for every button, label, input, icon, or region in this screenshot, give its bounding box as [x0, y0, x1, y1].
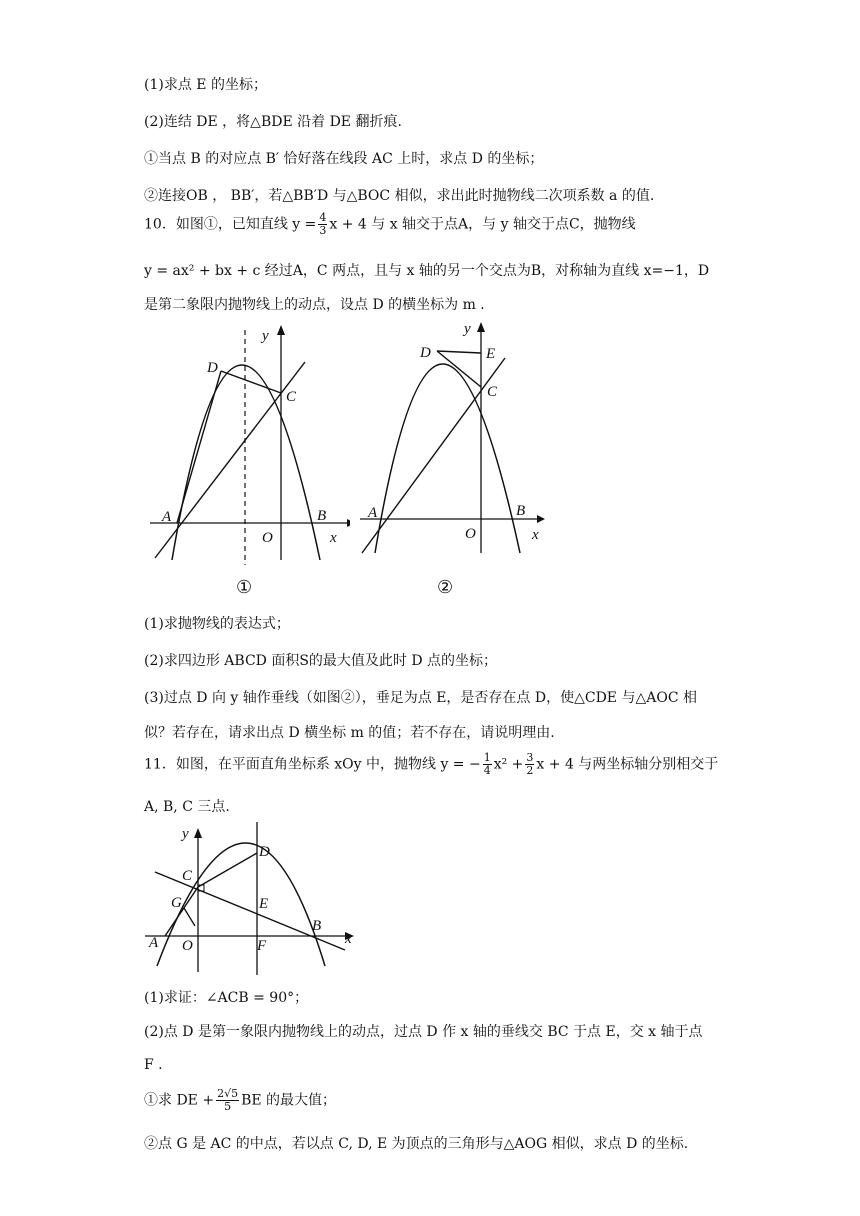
q10-line1-end: x + 4 与 x 轴交于点A，与 y 轴交于点C，抛物线	[329, 216, 636, 233]
q11-line1	[144, 752, 718, 777]
fig1-label-B: B	[317, 508, 327, 524]
fig1-label-x: x	[330, 530, 337, 546]
fig2-label-C: C	[487, 384, 498, 400]
figure-3	[140, 820, 360, 980]
fig2-label-E: E	[486, 346, 496, 362]
fig3-label-E: E	[259, 896, 269, 912]
q11-line1-mid: x² +	[493, 756, 524, 773]
q9-part2: (2)连结 DE ，将△BDE 沿着 DE 翻折痕.	[144, 114, 402, 130]
fig1-label-O: O	[262, 530, 273, 546]
fig2-label-D: D	[420, 345, 431, 361]
fig2-label-O: O	[465, 526, 476, 542]
fig1-label-C: C	[286, 389, 297, 405]
fig3-label-O: O	[182, 938, 193, 954]
fig3-segment-CD	[198, 853, 257, 887]
q10-fraction: $\frac{4}{3}$	[319, 211, 327, 237]
fig3-label-C: C	[182, 868, 193, 884]
fig1-label-y: y	[262, 328, 269, 344]
fig3-y-arrow	[194, 828, 202, 838]
figure-2	[355, 315, 555, 565]
fig2-segment-DC	[437, 351, 481, 387]
fig3-label-B: B	[312, 918, 322, 934]
q11-sub1-end: BE 的最大值；	[241, 1092, 337, 1109]
q9-sub2: ②连接OB ， BB′，若△BB′D 与△BOC 相似，求出此时抛物线二次项系数 a 的值.	[144, 188, 655, 204]
fig1-label-A: A	[162, 509, 172, 525]
q11-part2-a: (2)点 D 是第一象限内抛物线上的动点，过点 D 作 x 轴的垂线交 BC 于点 E，交 x 轴于点	[144, 1024, 703, 1040]
fig3-label-x: x	[345, 931, 352, 947]
q9-part1: (1)求点 E 的坐标；	[144, 77, 267, 93]
fig3-label-y: y	[182, 826, 189, 842]
q10-part3-a: (3)过点 D 向 y 轴作垂线（如图②），垂足为点 E，是否存在点 D，使△CDE 与△AOC 相	[144, 690, 697, 706]
q10-part3-b: 似？若存在，请求出点 D 横坐标 m 的值；若不存在，请说明理由.	[144, 725, 555, 741]
fig2-label-A: A	[368, 505, 378, 521]
figure-1	[150, 318, 350, 568]
q11-part2-b: F .	[144, 1057, 163, 1073]
fig3-label-A: A	[149, 935, 159, 951]
fig1-y-arrow	[277, 325, 285, 335]
fig1-quad-DC	[221, 371, 281, 393]
fig2-parabola	[375, 364, 520, 553]
q10-line1-start: 10．如图①，已知直线 y =	[144, 216, 317, 233]
q11-fraction-2: $\frac{3}{2}$	[526, 751, 534, 777]
q10-line1	[144, 212, 636, 237]
q11-fraction-1: $\frac{1}{4}$	[483, 751, 491, 777]
fig2-caption: ②	[437, 577, 454, 598]
q11-line1-start: 11．如图，在平面直角坐标系 xOy 中，抛物线 y = −	[144, 756, 481, 773]
q11-line1-end: x + 4 与两坐标轴分别相交于	[536, 756, 719, 773]
fig2-label-x: x	[532, 527, 539, 543]
fig2-label-B: B	[516, 503, 526, 519]
q11-sub1-fraction: $\frac{2√5}{5}$	[217, 1087, 239, 1113]
fig3-label-D: D	[259, 844, 270, 860]
fig3-segment-GO	[184, 908, 195, 926]
fig3-label-F: F	[257, 938, 267, 954]
fig2-line-AC	[362, 358, 505, 553]
q10-part2: (2)求四边形 ABCD 面积S的最大值及此时 D 点的坐标；	[144, 653, 498, 669]
q11-sub2: ②点 G 是 AC 的中点，若以点 C, D, E 为顶点的三角形与△AOG 相似，求点 D 的坐标.	[144, 1136, 689, 1152]
fig1-x-arrow	[347, 519, 350, 527]
fig1-line-AC	[155, 362, 305, 558]
q10-line3: 是第二象限内抛物线上的动点，设点 D 的横坐标为 m .	[144, 297, 485, 313]
fig2-x-arrow	[537, 515, 545, 523]
q10-part1: (1)求抛物线的表达式；	[144, 616, 290, 632]
q11-sub1	[144, 1088, 336, 1113]
fig2-label-y: y	[464, 321, 471, 337]
fig1-caption: ①	[236, 577, 253, 598]
q11-part1: (1)求证：∠ACB = 90°；	[144, 990, 309, 1006]
q9-sub1: ①当点 B 的对应点 B′ 恰好落在线段 AC 上时，求点 D 的坐标；	[144, 151, 544, 167]
fig2-segment-DE	[437, 351, 481, 353]
fig3-label-G: G	[171, 895, 182, 911]
q11-line2: A, B, C 三点.	[144, 799, 230, 815]
q10-line2: y = ax² + bx + c 经过A，C 两点，且与 x 轴的另一个交点为B，对称轴为直线 x=−1，D	[144, 263, 710, 279]
fig2-y-arrow	[477, 322, 485, 332]
q11-sub1-start: ①求 DE +	[144, 1092, 215, 1109]
fig1-label-D: D	[207, 360, 218, 376]
